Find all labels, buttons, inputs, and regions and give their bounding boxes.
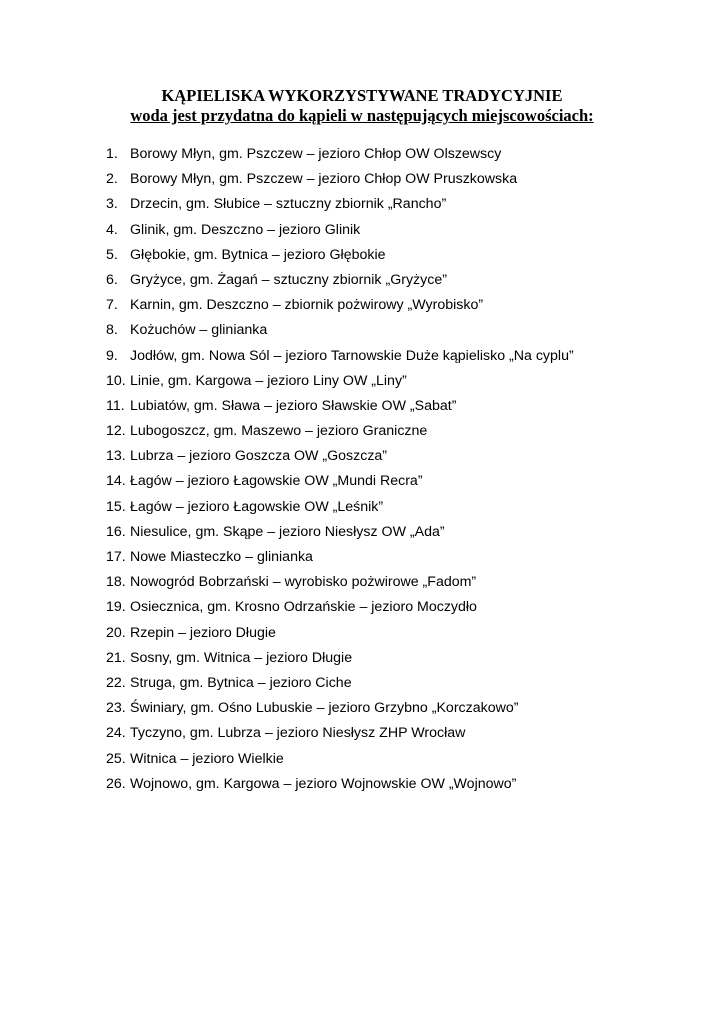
- list-item-number: 23.: [106, 700, 126, 717]
- list-item-text: Wojnowo, gm. Kargowa – jezioro Wojnowskie OW „Wojnowo”: [130, 775, 517, 792]
- document-subtitle: woda jest przydatna do kąpieli w następujących miejscowościach:: [130, 106, 594, 125]
- list-item-text: Świniary, gm. Ośno Lubuskie – jezioro Grzybno „Korczakowo”: [130, 700, 519, 717]
- list-item-text: Drzecin, gm. Słubice – sztuczny zbiornik „Rancho”: [130, 196, 447, 213]
- list-item-number: 21.: [106, 649, 126, 666]
- list-item-text: Witnica – jezioro Wielkie: [130, 750, 284, 767]
- list-item-text: Karnin, gm. Deszczno – zbiornik pożwirowy „Wyrobisko”: [130, 297, 484, 314]
- list-item-text: Gryżyce, gm. Żagań – sztuczny zbiornik „Gryżyce”: [130, 271, 447, 288]
- list-item-number: 24.: [106, 725, 126, 742]
- list-item-text: Lubogoszcz, gm. Maszewo – jezioro Graniczne: [130, 423, 428, 440]
- list-item-text: Osiecznica, gm. Krosno Odrzańskie – jezioro Moczydło: [130, 599, 477, 616]
- list-item-text: Borowy Młyn, gm. Pszczew – jezioro Chłop OW Olszewscy: [130, 146, 502, 162]
- list-item-text: Jodłów, gm. Nowa Sól – jezioro Tarnowskie Duże kąpielisko „Na cyplu”: [130, 347, 574, 364]
- list-item-text: Nowe Miasteczko – glinianka: [130, 549, 313, 565]
- list-item-text: Struga, gm. Bytnica – jezioro Ciche: [130, 674, 352, 691]
- list-item-text: Niesulice, gm. Skąpe – jezioro Niesłysz OW „Ada”: [130, 523, 445, 540]
- list-item-text: Głębokie, gm. Bytnica – jezioro Głębokie: [130, 246, 386, 263]
- list-item-number: 10.: [106, 372, 126, 389]
- list-item-text: Lubrza – jezioro Goszcza OW „Goszcza”: [130, 448, 388, 465]
- list-item-text: Linie, gm. Kargowa – jezioro Liny OW „Liny”: [130, 372, 407, 389]
- list-item-number: 2.: [106, 171, 118, 188]
- list-item-number: 19.: [106, 599, 126, 616]
- list-item-number: 15.: [106, 498, 126, 515]
- list-item-text: Lubiatów, gm. Sława – jezioro Sławskie OW „Sabat”: [130, 397, 457, 414]
- document-title: KĄPIELISKA WYKORZYSTYWANE TRADYCYJNIE: [161, 86, 563, 105]
- list-item-number: 9.: [106, 347, 118, 364]
- list-item-number: 3.: [106, 196, 118, 213]
- list-item-number: 4.: [106, 221, 118, 238]
- list-item-text: Kożuchów – glinianka: [130, 322, 268, 339]
- list-item-number: 6.: [106, 271, 118, 288]
- list-item-number: 16.: [106, 523, 126, 540]
- list-item-number: 1.: [106, 146, 118, 162]
- list-item-number: 20.: [106, 624, 126, 641]
- list-item-number: 8.: [106, 322, 118, 339]
- list-item-text: Łagów – jezioro Łagowskie OW „Mundi Recra”: [130, 473, 423, 490]
- list-item-text: Nowogród Bobrzański – wyrobisko pożwirowe „Fadom”: [130, 574, 477, 591]
- list-item-text: Łagów – jezioro Łagowskie OW „Leśnik”: [130, 498, 384, 515]
- list-item-text: Sosny, gm. Witnica – jezioro Długie: [130, 649, 353, 666]
- list-item-number: 14.: [106, 473, 126, 490]
- list-item-number: 17.: [106, 549, 126, 565]
- list-item-number: 25.: [106, 750, 126, 767]
- list-item-number: 12.: [106, 423, 126, 440]
- list-item-number: 13.: [106, 448, 126, 465]
- list-item-number: 18.: [106, 574, 126, 591]
- list-item-text: Rzepin – jezioro Długie: [130, 624, 276, 641]
- list-item-text: Tyczyno, gm. Lubrza – jezioro Niesłysz ZHP Wrocław: [130, 725, 466, 742]
- list-item-text: Glinik, gm. Deszczno – jezioro Glinik: [130, 221, 361, 238]
- list-item-text: Borowy Młyn, gm. Pszczew – jezioro Chłop OW Pruszkowska: [130, 171, 518, 188]
- list-item-number: 22.: [106, 674, 126, 691]
- list-item-number: 11.: [106, 397, 125, 414]
- list-item-number: 26.: [106, 775, 126, 792]
- list-item-number: 7.: [106, 297, 118, 314]
- list-item-number: 5.: [106, 246, 118, 263]
